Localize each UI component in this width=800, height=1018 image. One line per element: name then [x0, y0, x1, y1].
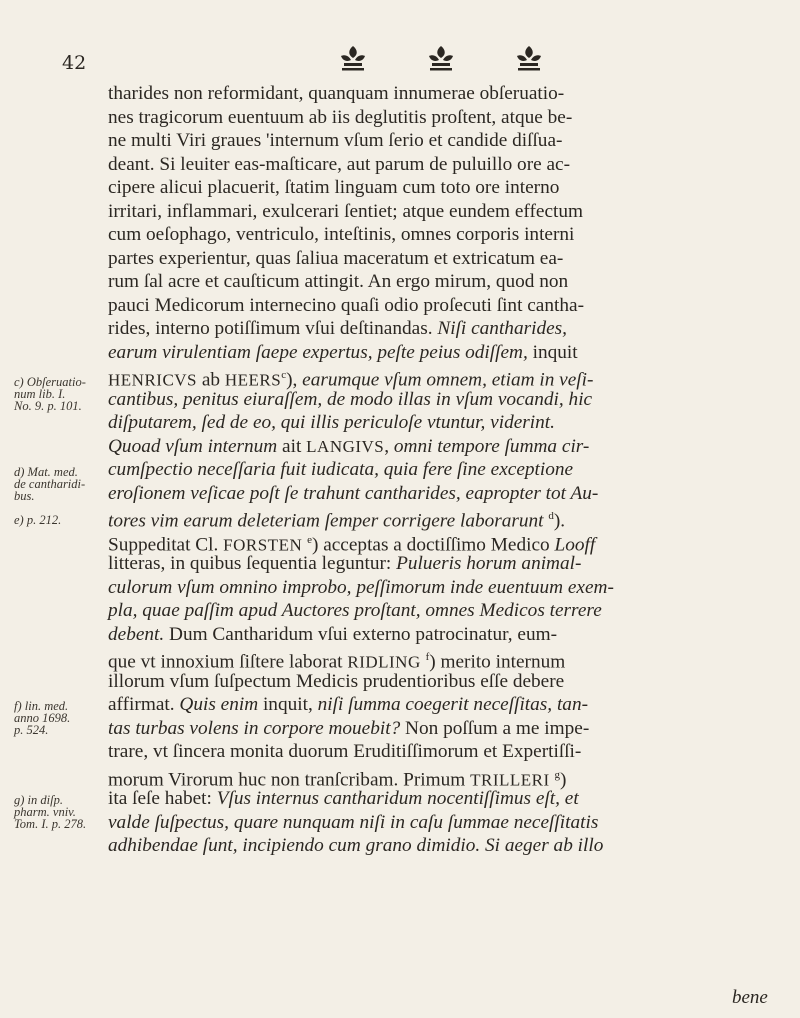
- text-line: [108, 529, 778, 553]
- text-line: [108, 552, 778, 576]
- text-segment: Pulueris horum animal-: [396, 553, 582, 574]
- text-line: [108, 599, 778, 623]
- text-segment: culorum vſum omnino improbo, peſſimorum inde euentuum exem-: [108, 576, 614, 598]
- text-segment: valde ſuſpectus, quare nunquam niſi in caſu ſummae neceſſitatis: [108, 811, 599, 833]
- text-segment: pla, quae paſſim apud Auctores proſtant, omnes Medicos terrere: [108, 600, 602, 621]
- side-note-line: Tom. I. p. 278.: [14, 817, 87, 831]
- text-segment: ): [559, 768, 567, 790]
- side-note-line: e) p. 212.: [14, 513, 62, 527]
- side-note-line: pharm. vniv.: [14, 805, 76, 819]
- side-note-c: [14, 376, 106, 412]
- text-segment: trare, vt ſincera monita duorum Eruditiſſimorum et Expertiſſi-: [108, 741, 582, 762]
- catchword: bene: [732, 987, 768, 1008]
- text-line: [108, 505, 778, 532]
- side-note-g: [14, 794, 106, 830]
- text-segment: HENRICVS: [108, 370, 198, 390]
- text-segment: tores vim earum deleteriam ſemper corrigere laborarunt: [108, 510, 544, 532]
- text-line: [108, 458, 778, 482]
- text-segment: rides, interno potiſſimum vſui deſtinandas.: [108, 318, 438, 339]
- text-segment: d: [548, 510, 554, 522]
- text-segment: Quoad vſum internum: [108, 435, 278, 457]
- text-segment: cumſpectio neceſſaria fuit iudicata, quia fere ſine exceptione: [108, 459, 574, 480]
- side-note-d: [14, 466, 106, 502]
- text-line: [108, 247, 778, 271]
- text-line: [108, 787, 778, 811]
- text-segment: earumque vſum omnem, etiam in veſi-: [302, 369, 594, 391]
- text-segment: tas turbas volens in corpore mouebit?: [108, 717, 401, 739]
- text-line: [108, 435, 778, 459]
- text-line: [108, 317, 778, 341]
- text-segment: c: [281, 369, 287, 381]
- text-segment: ait: [277, 435, 307, 457]
- text-line: [108, 717, 778, 741]
- text-segment: ) merito internum: [429, 651, 566, 673]
- text-line: [108, 482, 778, 506]
- text-segment: eroſionem veſicae poſt ſe trahunt cantharides, eapropter tot Au-: [108, 482, 599, 504]
- text-segment: Quis enim: [179, 694, 259, 715]
- fleuron-icon: [514, 44, 544, 72]
- text-segment: nes tragicorum euentuum ab iis deglutitis proſtent, atque be-: [108, 106, 573, 128]
- text-line: [108, 411, 778, 435]
- text-line: [108, 834, 778, 858]
- text-segment: omni tempore ſumma cir-: [393, 435, 590, 457]
- text-segment: affirmat.: [108, 694, 180, 715]
- text-line: [108, 106, 778, 130]
- text-segment: ab: [197, 369, 225, 391]
- text-segment: Niſi cantharides,: [437, 318, 567, 339]
- text-segment: FORSTEN: [223, 534, 303, 554]
- text-line: [108, 811, 778, 835]
- text-line: [108, 740, 778, 764]
- text-segment: rum ſal acre et cauſticum attingit. An ergo mirum, quod non: [108, 271, 569, 292]
- text-segment: diſputarem, ſed de eo, qui illis periculoſe vtuntur, viderint.: [108, 412, 555, 433]
- body-text: [108, 82, 778, 858]
- text-segment: e: [307, 533, 312, 546]
- text-segment: partes experientur, quas ſaliua maceratum et extricatum ea-: [108, 247, 564, 269]
- fleuron-icon: [426, 44, 456, 72]
- text-line: [108, 693, 778, 717]
- text-segment: earum virulentiam ſaepe expertus, peſte peius odiſſem,: [108, 341, 528, 363]
- text-line: [108, 82, 778, 106]
- text-line: [108, 153, 778, 177]
- text-segment: deant. Si leuiter eas-maſticare, aut parum de puluillo ore ac-: [108, 153, 571, 175]
- side-note-line: g) in diſp.: [14, 793, 63, 807]
- text-segment: litteras, in quibus ſequentia leguntur:: [108, 553, 397, 574]
- text-segment: morum Virorum huc non tranſcribam. Primum: [108, 768, 471, 790]
- text-segment: niſi ſumma coegerit neceſſitas, tan-: [317, 694, 589, 715]
- text-line: [108, 576, 778, 600]
- side-note-line: d) Mat. med.: [14, 465, 78, 479]
- text-line: [108, 341, 778, 365]
- side-note-line: num lib. I.: [14, 387, 66, 401]
- page-number: 42: [62, 52, 87, 74]
- text-segment: f: [425, 651, 430, 663]
- side-note-line: p. 524.: [14, 723, 49, 737]
- text-line: [108, 670, 778, 694]
- text-line: [108, 646, 778, 673]
- text-segment: Looff: [554, 533, 596, 555]
- text-segment: tharides non reformidant, quanquam innumerae obſeruatio-: [108, 83, 565, 104]
- text-segment: RIDLING: [347, 652, 421, 672]
- text-segment: pauci Medicorum internecino quaſi odio proſecuti ſint cantha-: [108, 294, 584, 316]
- text-line: [108, 129, 778, 153]
- text-segment: Dum Cantharidum vſui externo patrocinatur, eum-: [164, 623, 557, 645]
- text-line: [108, 388, 778, 412]
- side-note-e: [14, 514, 106, 526]
- text-segment: debent.: [108, 623, 165, 645]
- side-note-line: c) Obſeruatio-: [14, 375, 86, 389]
- text-line: [108, 270, 778, 294]
- text-segment: cipere alicui placuerit, ſtatim linguam cum toto ore interno: [108, 177, 560, 198]
- text-line: [108, 364, 778, 391]
- text-segment: g: [554, 768, 560, 781]
- text-line: [108, 200, 778, 224]
- text-line: [108, 623, 778, 647]
- side-note-f: [14, 700, 106, 736]
- text-segment: Suppeditat Cl.: [108, 533, 224, 555]
- text-segment: TRILLERI: [470, 769, 550, 789]
- text-line: [108, 294, 778, 318]
- text-segment: LANGIVS: [306, 436, 385, 456]
- side-note-line: de cantharidi-: [14, 477, 86, 491]
- text-segment: inquit,: [258, 694, 318, 715]
- side-note-line: anno 1698.: [14, 711, 71, 725]
- side-note-line: No. 9. p. 101.: [14, 399, 82, 413]
- text-segment: irritari, inflammari, exulcerari ſentiet; atque eundem effectum: [108, 200, 584, 222]
- text-segment: ) acceptas a doctiſſimo Medico: [311, 533, 555, 555]
- text-segment: ),: [286, 369, 303, 391]
- text-segment: illorum vſum ſuſpectum Medicis prudentioribus eſſe debere: [108, 670, 565, 692]
- text-segment: adhibendae ſunt, incipiendo cum grano dimidio. Si aeger ab illo: [108, 835, 604, 856]
- text-line: [108, 176, 778, 200]
- text-segment: Vſus internus cantharidum nocentiſſimus eſt, et: [216, 788, 579, 809]
- text-line: [108, 764, 778, 788]
- text-segment: que vt innoxium ſiſtere laborat: [108, 651, 348, 673]
- text-segment: ).: [553, 510, 566, 532]
- text-segment: ne multi Viri graues 'internum vſum ſerio et candide diſſua-: [108, 130, 563, 151]
- text-segment: inquit: [527, 341, 578, 363]
- text-segment: cantibus, penitus eiuraſſem, de modo illas in vſum vocandi, hic: [108, 388, 593, 410]
- side-note-line: f) lin. med.: [14, 699, 69, 713]
- text-segment: cum oeſophago, ventriculo, inteſtinis, omnes corporis interni: [108, 224, 575, 245]
- text-segment: ,: [384, 435, 394, 457]
- text-segment: HEERS: [224, 370, 282, 390]
- text-segment: Non poſſum a me impe-: [400, 717, 590, 739]
- text-line: [108, 223, 778, 247]
- text-segment: ita ſeſe habet:: [108, 788, 217, 809]
- fleuron-icon: [338, 44, 368, 72]
- side-note-line: bus.: [14, 489, 35, 503]
